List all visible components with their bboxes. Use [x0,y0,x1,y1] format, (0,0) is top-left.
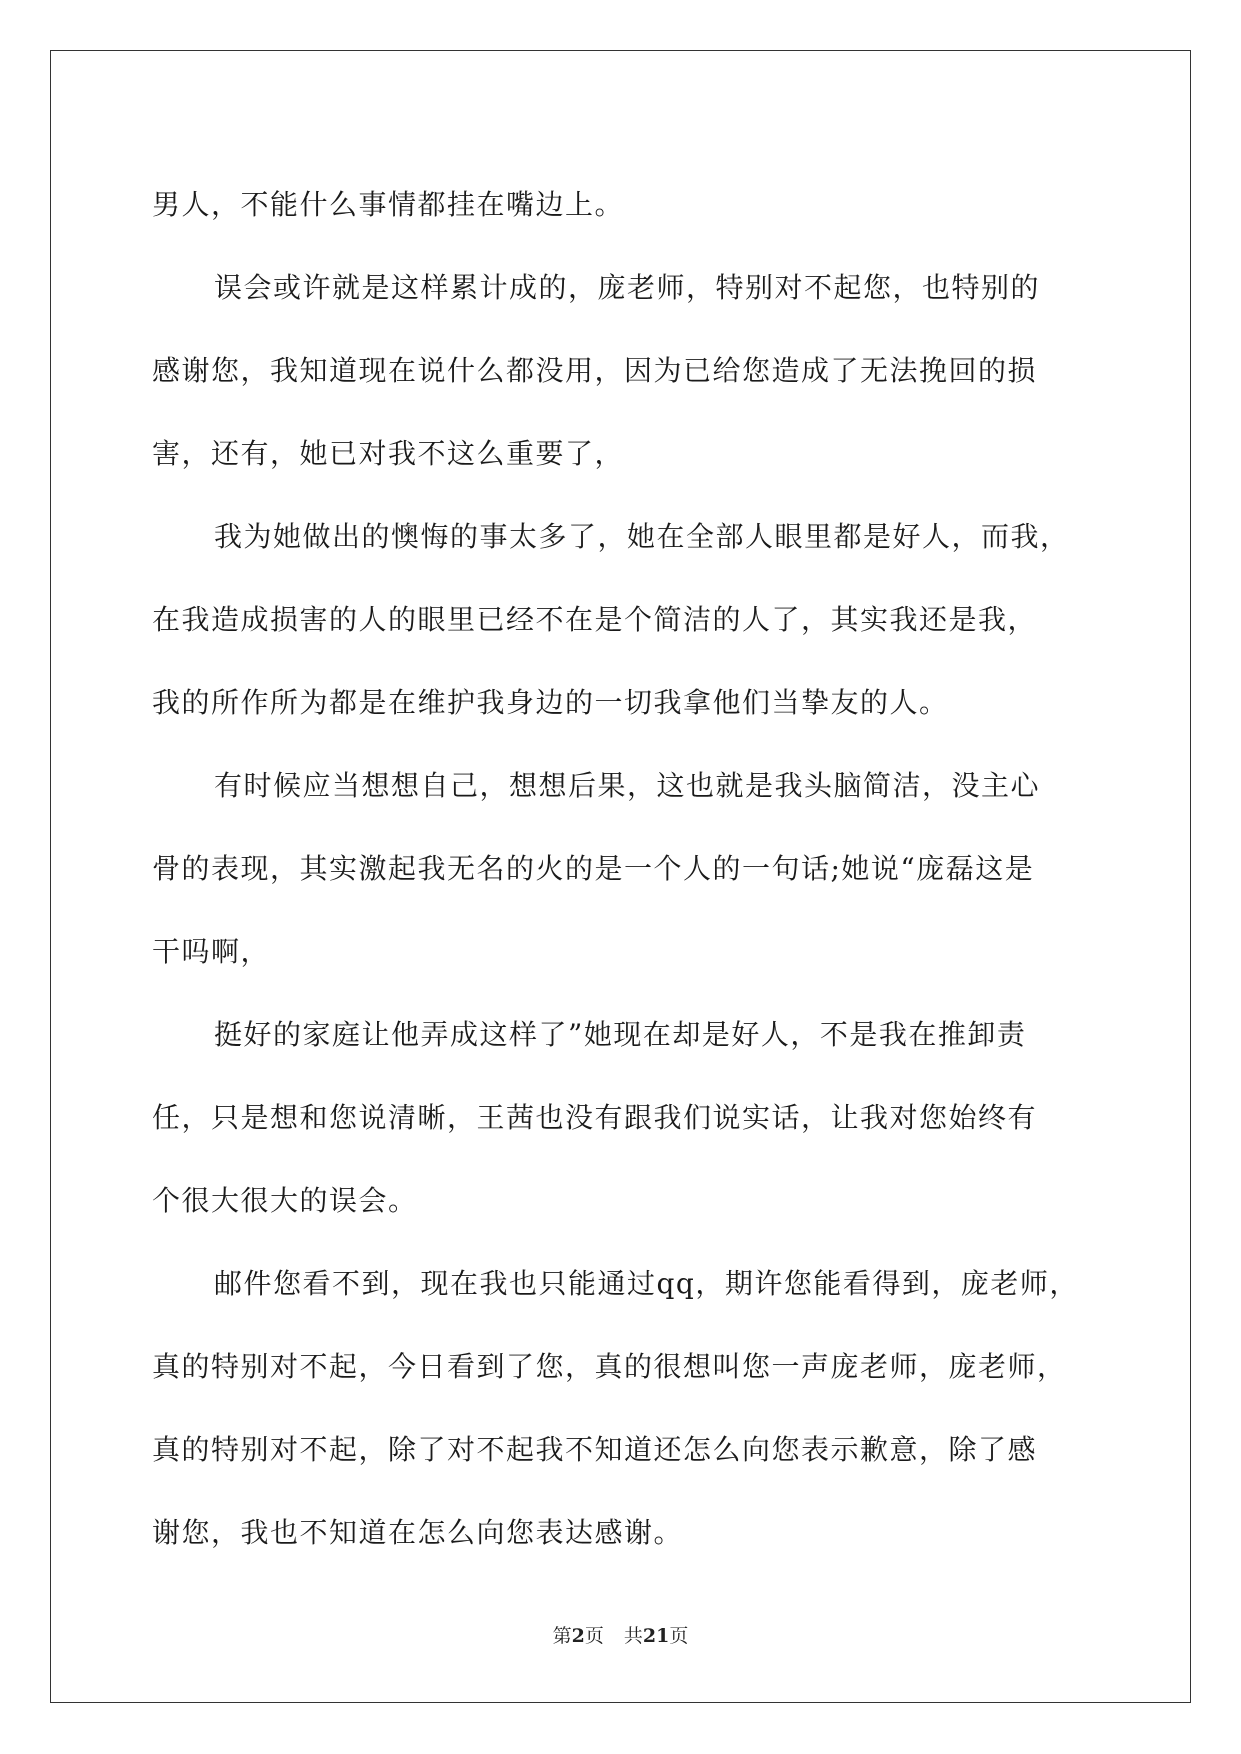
text-line: 挺好的家庭让他弄成这样了”她现在却是好人，不是我在推卸责 [214,1018,1027,1051]
page-suffix: 页 [584,1625,604,1647]
text-line: 骨的表现，其实激起我无名的火的是一个人的一句话;她说“庞磊这是 [152,852,1035,885]
text-line: 误会或许就是这样累计成的，庞老师，特别对不起您，也特别的 [214,271,1041,304]
text-line: 真的特别对不起，除了对不起我不知道还怎么向您表示歉意，除了感 [152,1433,1038,1466]
text-line: 个很大很大的误会。 [152,1184,418,1217]
paragraph-6 [152,1242,1102,1574]
text-line: 干吗啊， [152,935,271,968]
text-line: 邮件您看不到，现在我也只能通过qq，期许您能看得到，庞老师， [214,1267,1079,1300]
text-line: 谢您，我也不知道在怎么向您表达感谢。 [152,1516,684,1549]
paragraph-4 [152,744,1102,993]
text-line: 在我造成损害的人的眼里已经不在是个简洁的人了，其实我还是我， [152,603,1038,636]
paragraph-2 [152,246,1102,495]
page-number: 2 [571,1625,585,1647]
text-line: 我的所作所为都是在维护我身边的一切我拿他们当挚友的人。 [152,686,949,719]
text-line: 害，还有，她已对我不这么重要了， [152,437,625,470]
paragraph-5 [152,993,1102,1242]
total-pages: 21 [642,1625,670,1647]
page-prefix: 第 [552,1625,572,1647]
text-line: 我为她做出的懊悔的事太多了，她在全部人眼里都是好人，而我， [214,520,1070,553]
text-line: 感谢您，我知道现在说什么都没用，因为已给您造成了无法挽回的损 [152,354,1038,387]
text-line: 有时候应当想想自己，想想后果，这也就是我头脑简洁，没主心 [214,769,1041,802]
paragraph-3 [152,495,1102,744]
page-footer [0,1621,1241,1648]
text-line: 任，只是想和您说清晰，王茜也没有跟我们说实话，让我对您始终有 [152,1101,1038,1134]
total-suffix: 页 [669,1625,689,1647]
total-prefix: 共 [623,1625,643,1647]
paragraph-1 [152,163,1102,246]
document-body [152,163,1102,1574]
text-line: 男人，不能什么事情都挂在嘴边上。 [152,188,625,221]
text-line: 真的特别对不起，今日看到了您，真的很想叫您一声庞老师，庞老师， [152,1350,1067,1383]
